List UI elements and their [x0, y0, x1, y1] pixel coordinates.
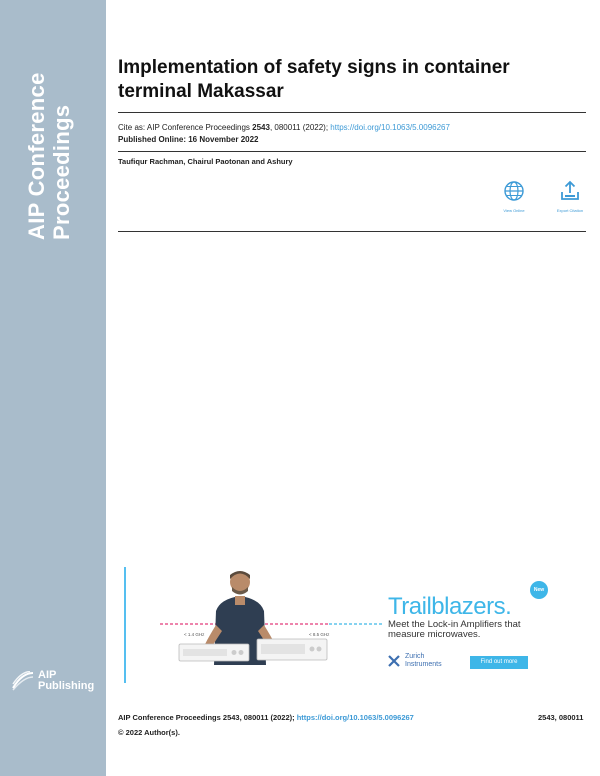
journal-brand-line1: AIP Conference [24, 72, 49, 240]
advertisement-banner[interactable] [124, 565, 576, 687]
ad-subtitle [388, 620, 521, 640]
zurich-x-icon [388, 655, 400, 667]
publisher-name-line1: AIP [38, 669, 57, 681]
view-online-label: View Online [503, 208, 525, 213]
published-online: Published Online: 16 November 2022 [118, 135, 259, 144]
ad-illustration [124, 565, 384, 687]
cite-prefix: Cite as: AIP Conference Proceedings [118, 123, 253, 132]
zurich-brand-text: Zurich Instruments [405, 653, 442, 668]
page-reference: 2543, 080011 [538, 713, 584, 722]
divider-middle [118, 151, 586, 152]
journal-brand [24, 0, 74, 240]
article-title [118, 56, 578, 104]
publisher-name-line2: Publishing [38, 680, 95, 692]
aip-publishing-logo [12, 670, 94, 692]
zurich-instruments-logo [388, 653, 442, 669]
ad-subtitle-line2: measure microwaves. [388, 629, 481, 640]
device-label-1: < 1.4 GHz [184, 632, 205, 637]
globe-icon [503, 180, 525, 202]
divider-top [118, 112, 586, 113]
ad-headline: Trailblazers. [388, 593, 512, 620]
copyright-notice: © 2022 Author(s). [118, 728, 180, 737]
journal-sidebar [0, 0, 106, 776]
ad-new-badge: New [530, 581, 548, 599]
lock-in-amplifier-left [179, 644, 249, 661]
aip-swoosh-icon [12, 671, 34, 691]
ad-subtitle-line1: Meet the Lock-in Amplifiers that [388, 619, 521, 630]
export-citation-button[interactable] [550, 180, 590, 214]
lock-in-amplifier-right [257, 639, 327, 660]
footer-citation [118, 713, 414, 723]
article-title-line1: Implementation of safety signs in container [118, 57, 510, 78]
divider-bottom [118, 231, 586, 232]
article-title-line2: terminal Makassar [118, 81, 284, 102]
cite-volume: 2543 [252, 123, 270, 132]
device-label-2: < 8.5 GHz [309, 632, 330, 637]
footer-citation-prefix: AIP Conference Proceedings 2543, 080011 (2022); [118, 713, 297, 722]
footer-doi-link[interactable]: https://doi.org/10.1063/5.0096267 [296, 713, 414, 722]
citation-line [118, 122, 450, 133]
cite-suffix: , 080011 (2022); [269, 123, 331, 132]
export-icon [559, 180, 581, 202]
journal-brand-line2: Proceedings [49, 104, 74, 240]
author-list: Taufiqur Rachman, Chairul Paotonan and Ashury [118, 157, 293, 166]
doi-link[interactable]: https://doi.org/10.1063/5.0096267 [330, 123, 450, 132]
find-out-more-button[interactable]: Find out more [470, 656, 528, 669]
export-citation-label: Export Citation [556, 208, 584, 213]
view-online-button[interactable] [494, 180, 534, 214]
